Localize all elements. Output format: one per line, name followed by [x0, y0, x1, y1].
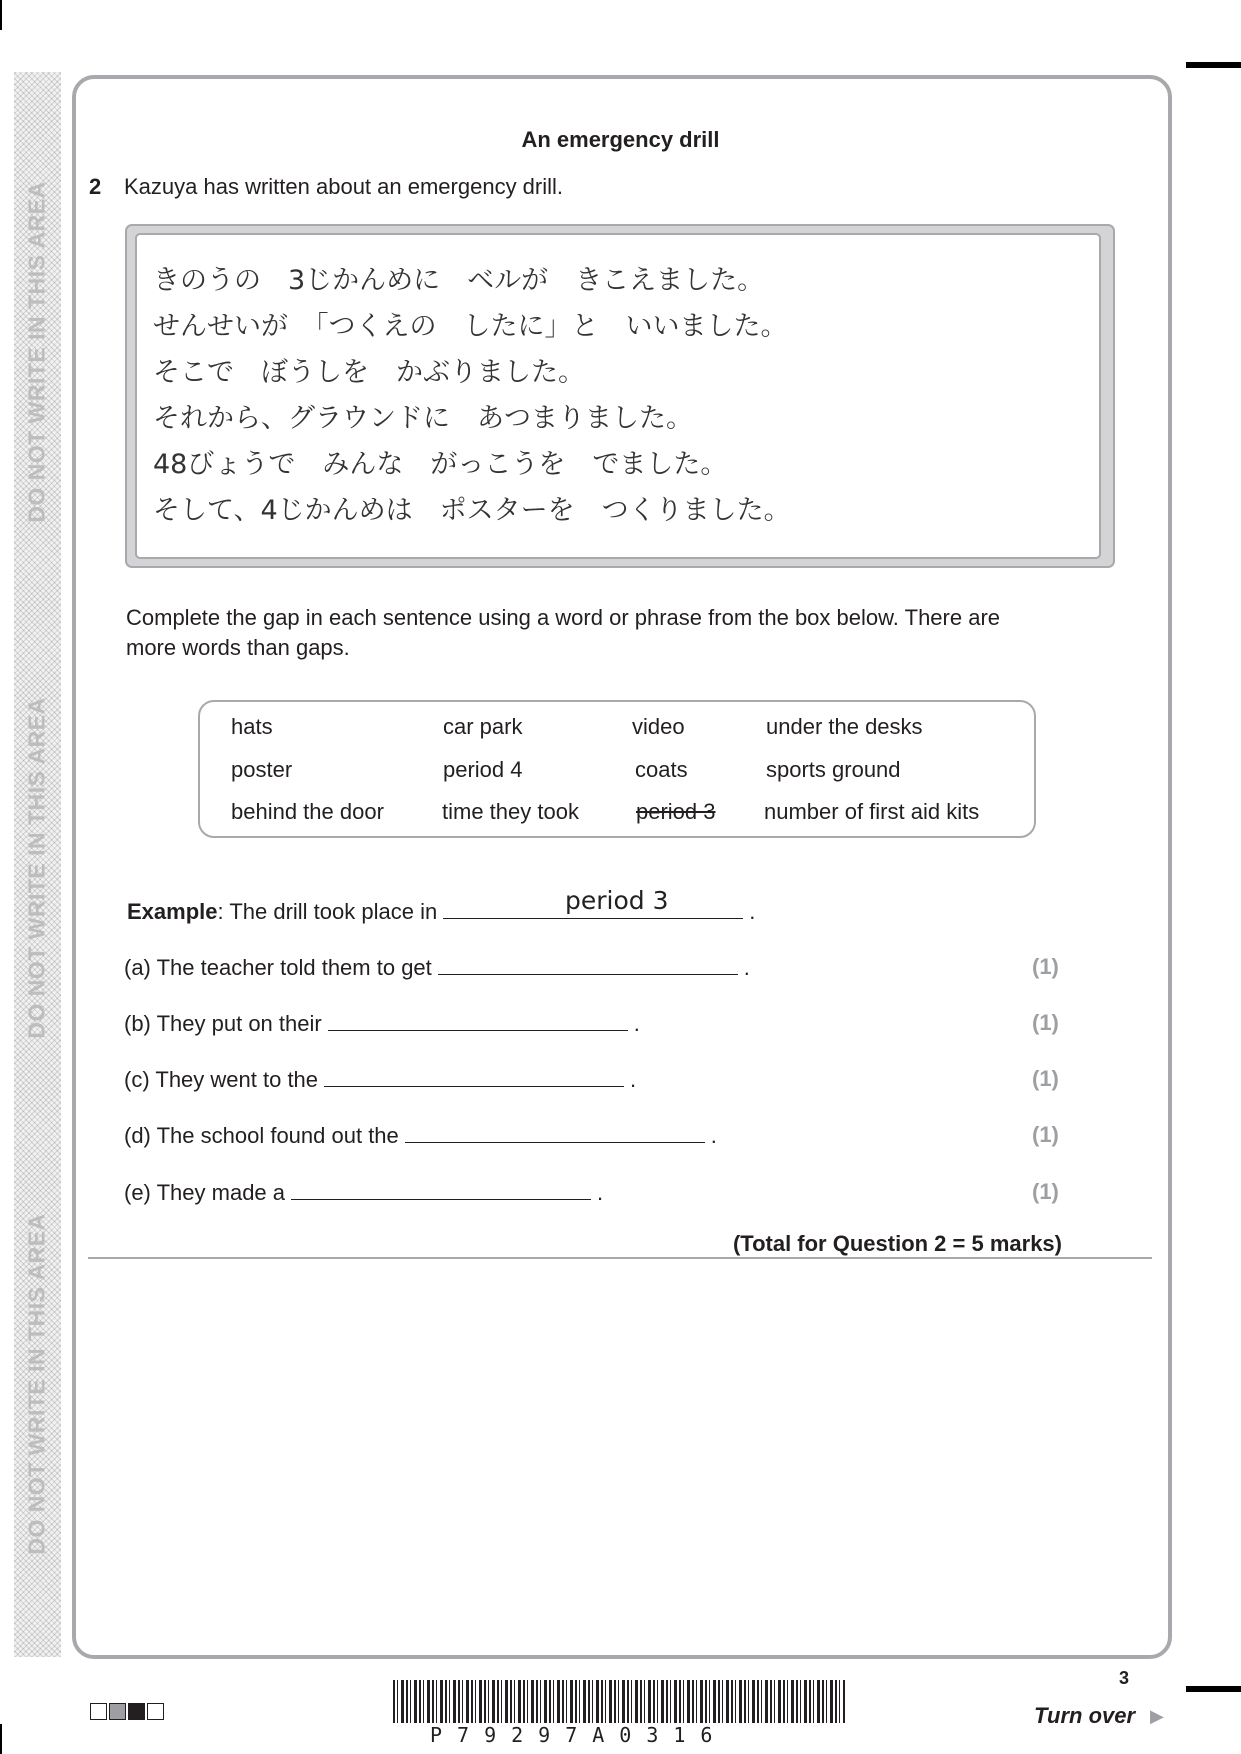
crop-mark: [1186, 1686, 1241, 1692]
question-sentence: [124, 1179, 603, 1206]
word-option: hats: [231, 714, 273, 739]
word-option: poster: [231, 757, 293, 782]
word-option: coats: [635, 757, 688, 782]
answer-blank[interactable]: [324, 1066, 624, 1087]
mark-allocation: (1): [1032, 1010, 1059, 1035]
barcode-number: P79297A0316: [430, 1723, 728, 1747]
japanese-line: きのうの 3じかんめに ベルが きこえました。: [153, 265, 765, 296]
crop-mark: [0, 1724, 2, 1754]
word-option: behind the door: [231, 799, 384, 824]
sentence-text: They put on their: [156, 1011, 322, 1036]
handwritten-answer: period 3: [565, 886, 669, 915]
sentence-label: (c): [124, 1067, 150, 1092]
mark-allocation: (1): [1032, 1122, 1059, 1147]
reg-box: [90, 1703, 107, 1720]
word-option-used: period 3: [636, 799, 716, 824]
margin-warning-label: DO NOT WRITE IN THIS AREA: [23, 181, 50, 523]
divider: [88, 1257, 1152, 1259]
japanese-line: 48びょうで みんな がっこうを でました。: [153, 449, 728, 480]
word-option: video: [632, 714, 685, 739]
sentence-end: .: [597, 1180, 604, 1205]
margin-warning-label: DO NOT WRITE IN THIS AREA: [23, 697, 50, 1039]
reg-box: [109, 1703, 126, 1720]
section-heading: An emergency drill: [521, 127, 720, 152]
sentence-end: .: [633, 1011, 640, 1036]
sentence-end: .: [743, 955, 750, 980]
margin-warning-label: DO NOT WRITE IN THIS AREA: [23, 1213, 50, 1555]
answer-blank[interactable]: [328, 1010, 628, 1031]
answer-blank[interactable]: [405, 1122, 705, 1143]
sentence-text: They made a: [156, 1180, 286, 1205]
mark-allocation: (1): [1032, 954, 1059, 979]
question-sentence: [124, 1122, 717, 1149]
word-option: car park: [443, 714, 523, 739]
word-option: sports ground: [766, 757, 901, 782]
example-label: Example: [127, 899, 218, 924]
question-sentence: [124, 954, 750, 981]
japanese-line: せんせいが 「つくえの したに」と いいました。: [153, 311, 788, 342]
question-total: (Total for Question 2 = 5 marks): [732, 1231, 1062, 1256]
sentence-text: The school found out the: [156, 1123, 399, 1148]
word-option: number of first aid kits: [764, 799, 980, 824]
question-intro: Kazuya has written about an emergency drill.: [124, 174, 564, 199]
barcode: [393, 1680, 845, 1723]
word-option: period 4: [443, 757, 523, 782]
mark-allocation: (1): [1032, 1179, 1059, 1204]
word-option: time they took: [442, 799, 579, 824]
sentence-end: .: [749, 899, 756, 924]
question-number: 2: [89, 174, 102, 199]
sentence-label: (b): [124, 1011, 151, 1036]
answer-blank[interactable]: [291, 1179, 591, 1200]
sentence-text: They went to the: [155, 1067, 319, 1092]
crop-mark: [0, 0, 2, 30]
instruction-text: Complete the gap in each sentence using a word or phrase from the box below. There are more words than gaps.: [126, 605, 1001, 660]
play-arrow-icon: ▶: [1150, 1706, 1164, 1726]
sentence-end: .: [710, 1123, 717, 1148]
sentence-label: (d): [124, 1123, 151, 1148]
mark-allocation: (1): [1032, 1066, 1059, 1091]
registration-boxes: [90, 1703, 164, 1720]
word-option: under the desks: [766, 714, 923, 739]
example-text: : The drill took place in: [217, 899, 438, 924]
sentence-label: (a): [124, 955, 151, 980]
turn-over-label: Turn over: [1034, 1703, 1136, 1728]
page-number: 3: [1119, 1668, 1130, 1688]
sentence-end: .: [630, 1067, 637, 1092]
answer-blank[interactable]: [438, 954, 738, 975]
sentence-label: (e): [124, 1180, 151, 1205]
crop-mark: [1186, 62, 1241, 68]
reg-box: [147, 1703, 164, 1720]
japanese-line: そして、4じかんめは ポスターを つくりました。: [153, 495, 791, 526]
reg-box: [128, 1703, 145, 1720]
question-sentence: [124, 1066, 636, 1093]
japanese-line: そこで ぼうしを かぶりました。: [153, 357, 585, 388]
question-sentence: [124, 1010, 640, 1037]
japanese-line: それから、グラウンドに あつまりました。: [153, 403, 693, 434]
sentence-text: The teacher told them to get: [156, 955, 432, 980]
